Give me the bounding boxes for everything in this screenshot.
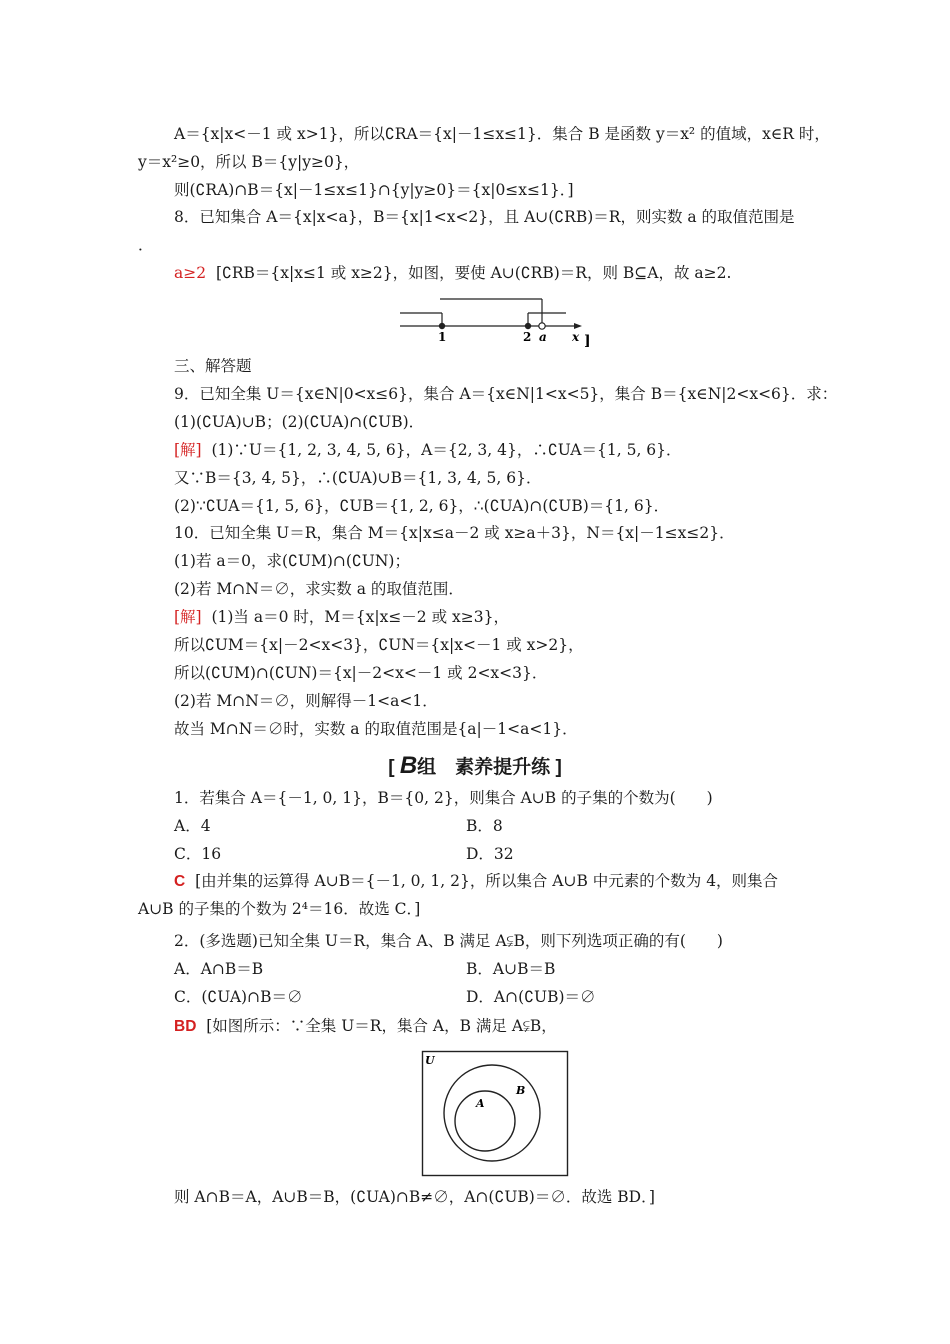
answer-b1 bbox=[174, 871, 778, 892]
option-b: B．8 bbox=[466, 817, 503, 835]
text-line: 又∵B＝{3, 4, 5}，∴(∁UA)∪B＝{1, 3, 4, 5, 6}． bbox=[174, 469, 542, 487]
option-b: B．A∪B＝B bbox=[466, 960, 556, 978]
tick-label: 1 bbox=[438, 330, 447, 344]
text-line: A∪B 的子集的个数为 2⁴＝16．故选 C．] bbox=[138, 900, 421, 918]
tick-label: a bbox=[539, 330, 547, 344]
option-a: A．4 bbox=[174, 817, 211, 835]
option-c: C．16 bbox=[174, 845, 222, 863]
option-d: D．A∩(∁UB)＝∅ bbox=[466, 988, 596, 1006]
set-label-b: B bbox=[516, 1084, 526, 1097]
axis-label: x bbox=[572, 330, 580, 344]
question-8: 8．已知集合 A＝{x|x<a}，B＝{x|1<x<2}，且 A∪(∁RB)＝R，则实数 a 的取值范围是 bbox=[174, 208, 795, 226]
text-line: (2)若 M∩N＝∅，则解得－1<a<1． bbox=[174, 692, 438, 710]
text-line: (2)若 M∩N＝∅，求实数 a 的取值范围． bbox=[174, 580, 464, 598]
bracket: [ bbox=[388, 757, 395, 778]
solution-text: (1)∵U＝{1, 2, 3, 4, 5, 6}，A＝{2, 3, 4}，∴∁UA＝{1, 5, 6}． bbox=[211, 441, 682, 459]
option-a: A．A∩B＝B bbox=[174, 960, 264, 978]
text-line: 则(∁RA)∩B＝{x|－1≤x≤1}∩{y|y≥0}＝{x|0≤x≤1}．] bbox=[174, 181, 574, 199]
text-line: 则 A∩B＝A，A∪B＝B，(∁UA)∩B≠∅，A∩(∁UB)＝∅．故选 BD．] bbox=[174, 1188, 655, 1206]
answer-8 bbox=[174, 263, 731, 283]
number-line-figure bbox=[396, 293, 606, 349]
answer-b2 bbox=[174, 1016, 557, 1037]
text-line: (1)(∁UA)∪B；(2)(∁UA)∩(∁UB)． bbox=[174, 413, 425, 431]
venn-diagram bbox=[421, 1050, 571, 1178]
option-d: D．32 bbox=[466, 845, 514, 863]
text-line: A＝{x|x<－1 或 x>1}，所以∁RA＝{x|－1≤x≤1}．集合 B 是函数 y＝x² 的值域，x∈R 时， bbox=[174, 125, 830, 143]
solution-9 bbox=[174, 440, 682, 460]
tick-label: 2 bbox=[523, 330, 532, 344]
group-letter: B bbox=[399, 752, 418, 779]
answer-explanation: [∁RB＝{x|x≤1 或 x≥2}，如图，要使 A∪(∁RB)＝R，则 B⊆A，故 a≥2. bbox=[215, 264, 732, 282]
question-b1: 1．若集合 A＝{－1, 0, 1}，B＝{0, 2}，则集合 A∪B 的子集的个数为( ) bbox=[174, 789, 713, 807]
answer-value: C bbox=[174, 873, 186, 890]
answer-value: a≥2 bbox=[174, 264, 207, 282]
set-label-u: U bbox=[425, 1054, 435, 1067]
question-9: 9．已知全集 U＝{x∈N|0<x≤6}，集合 A＝{x∈N|1<x<5}，集合 B＝{x∈N|2<x<6}．求： bbox=[174, 385, 838, 403]
text-line: (1)若 a＝0，求(∁UM)∩(∁UN)； bbox=[174, 552, 410, 570]
answer-explanation: [如图所示：∵全集 U＝R，集合 A，B 满足 A⫋B， bbox=[206, 1017, 557, 1035]
text-line: y＝x²≥0，所以 B＝{y|y≥0}， bbox=[138, 153, 360, 171]
question-10: 10．已知全集 U＝R，集合 M＝{x|x≤a－2 或 x≥a＋3}，N＝{x|－1≤x≤2}． bbox=[174, 524, 735, 542]
bracket: ] bbox=[555, 757, 562, 778]
text-line: 所以∁UM＝{x|－2<x<3}，∁UN＝{x|x<－1 或 x>2}， bbox=[174, 636, 584, 654]
solution-10 bbox=[174, 607, 509, 627]
text-line: (2)∵∁UA＝{1, 5, 6}，∁UB＝{1, 2, 6}，∴(∁UA)∩(∁UB)＝{1, 6}． bbox=[174, 497, 670, 515]
group-title: 组 素养提升练 bbox=[417, 757, 551, 778]
solution-text: (1)当 a＝0 时，M＝{x|x≤－2 或 x≥3}， bbox=[211, 608, 509, 626]
question-b2: 2．(多选题)已知全集 U＝R，集合 A、B 满足 A⫋B，则下列选项正确的有( ) bbox=[174, 932, 723, 950]
answer-value: BD bbox=[174, 1018, 197, 1035]
solution-tag: [解] bbox=[174, 441, 202, 459]
option-c: C．(∁UA)∩B＝∅ bbox=[174, 988, 303, 1006]
text-line: 故当 M∩N＝∅时，实数 a 的取值范围是{a|－1<a<1}． bbox=[174, 720, 578, 738]
set-label-a: A bbox=[476, 1097, 485, 1110]
text-line: ． bbox=[138, 236, 154, 254]
solution-tag: [解] bbox=[174, 608, 202, 626]
text-line: 所以(∁UM)∩(∁UN)＝{x|－2<x<－1 或 2<x<3}． bbox=[174, 664, 548, 682]
section-heading: 三、解答题 bbox=[174, 357, 252, 375]
close-bracket: ] bbox=[584, 333, 591, 349]
answer-explanation: [由并集的运算得 A∪B＝{－1, 0, 1, 2}，所以集合 A∪B 中元素的个数为 4，则集合 bbox=[195, 872, 779, 890]
group-b-heading bbox=[0, 752, 950, 780]
